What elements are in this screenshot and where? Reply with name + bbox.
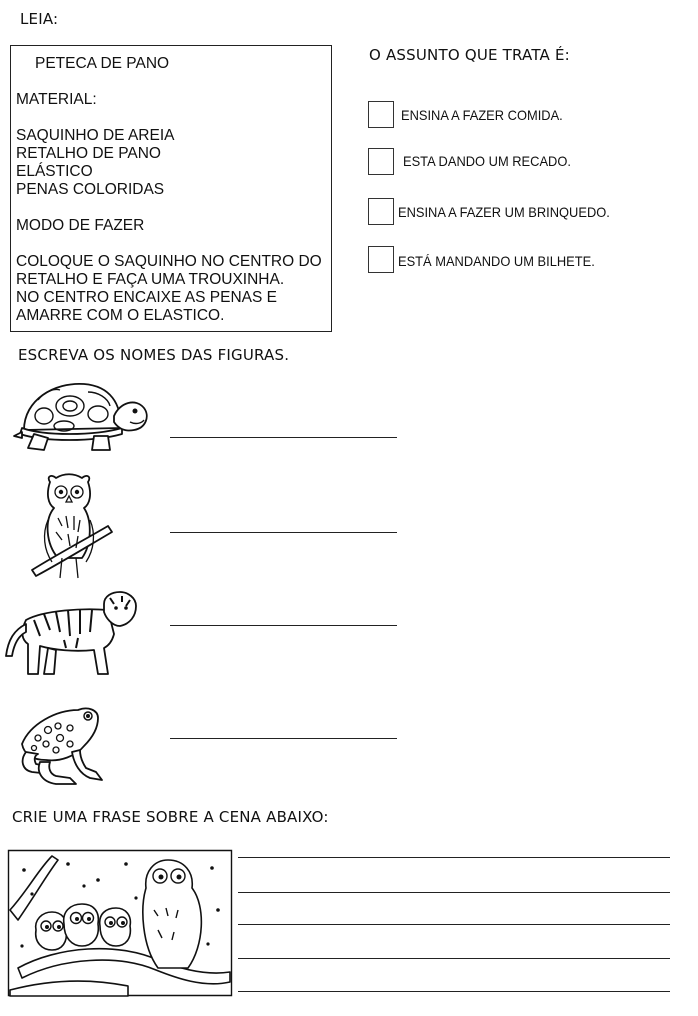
material-heading: MATERIAL: [16, 91, 97, 108]
method-line: COLOQUE O SAQUINHO NO CENTRO DO [16, 253, 322, 270]
scene-heading: CRIE UMA FRASE SOBRE A CENA ABAIXO: [12, 808, 329, 826]
method-line: RETALHO E FAÇA UMA TROUXINHA. [16, 271, 285, 288]
material-item: RETALHO DE PANO [16, 145, 161, 162]
option-checkbox-message[interactable] [368, 148, 394, 175]
method-line: AMARRE COM O ELASTICO. [16, 307, 225, 324]
recipe-box [10, 45, 332, 332]
option-label-message: ESTA DANDO UM RECADO. [403, 153, 571, 169]
method-line: NO CENTRO ENCAIXE AS PENAS E [16, 289, 277, 306]
material-item: ELÁSTICO [16, 163, 93, 180]
scene-answer-line[interactable] [238, 892, 670, 893]
answer-line-tiger[interactable] [170, 625, 397, 626]
subject-question-heading: O ASSUNTO QUE TRATA É: [369, 46, 570, 64]
method-heading: MODO DE FAZER [16, 217, 145, 234]
option-checkbox-note[interactable] [368, 246, 394, 273]
names-heading: ESCREVA OS NOMES DAS FIGURAS. [18, 346, 290, 364]
option-label-cooking: ENSINA A FAZER COMIDA. [401, 107, 563, 123]
option-checkbox-toy[interactable] [368, 198, 394, 225]
recipe-title: PETECA DE PANO [35, 55, 170, 72]
tiger-icon [4, 590, 138, 678]
owl-icon [28, 474, 114, 578]
answer-line-frog[interactable] [170, 738, 397, 739]
option-label-note: ESTÁ MANDANDO UM BILHETE. [398, 253, 595, 269]
turtle-icon [14, 378, 150, 454]
owl-family-scene-icon [8, 850, 232, 996]
scene-answer-line[interactable] [238, 958, 670, 959]
frog-icon [16, 704, 104, 788]
answer-line-turtle[interactable] [170, 437, 397, 438]
material-item: PENAS COLORIDAS [16, 181, 165, 198]
scene-answer-line[interactable] [238, 991, 670, 992]
option-label-toy: ENSINA A FAZER UM BRINQUEDO. [398, 204, 610, 220]
material-item: SAQUINHO DE AREIA [16, 127, 175, 144]
option-checkbox-cooking[interactable] [368, 101, 394, 128]
scene-answer-line[interactable] [238, 924, 670, 925]
read-heading: LEIA: [20, 10, 59, 28]
answer-line-owl[interactable] [170, 532, 397, 533]
scene-answer-line[interactable] [238, 857, 670, 858]
